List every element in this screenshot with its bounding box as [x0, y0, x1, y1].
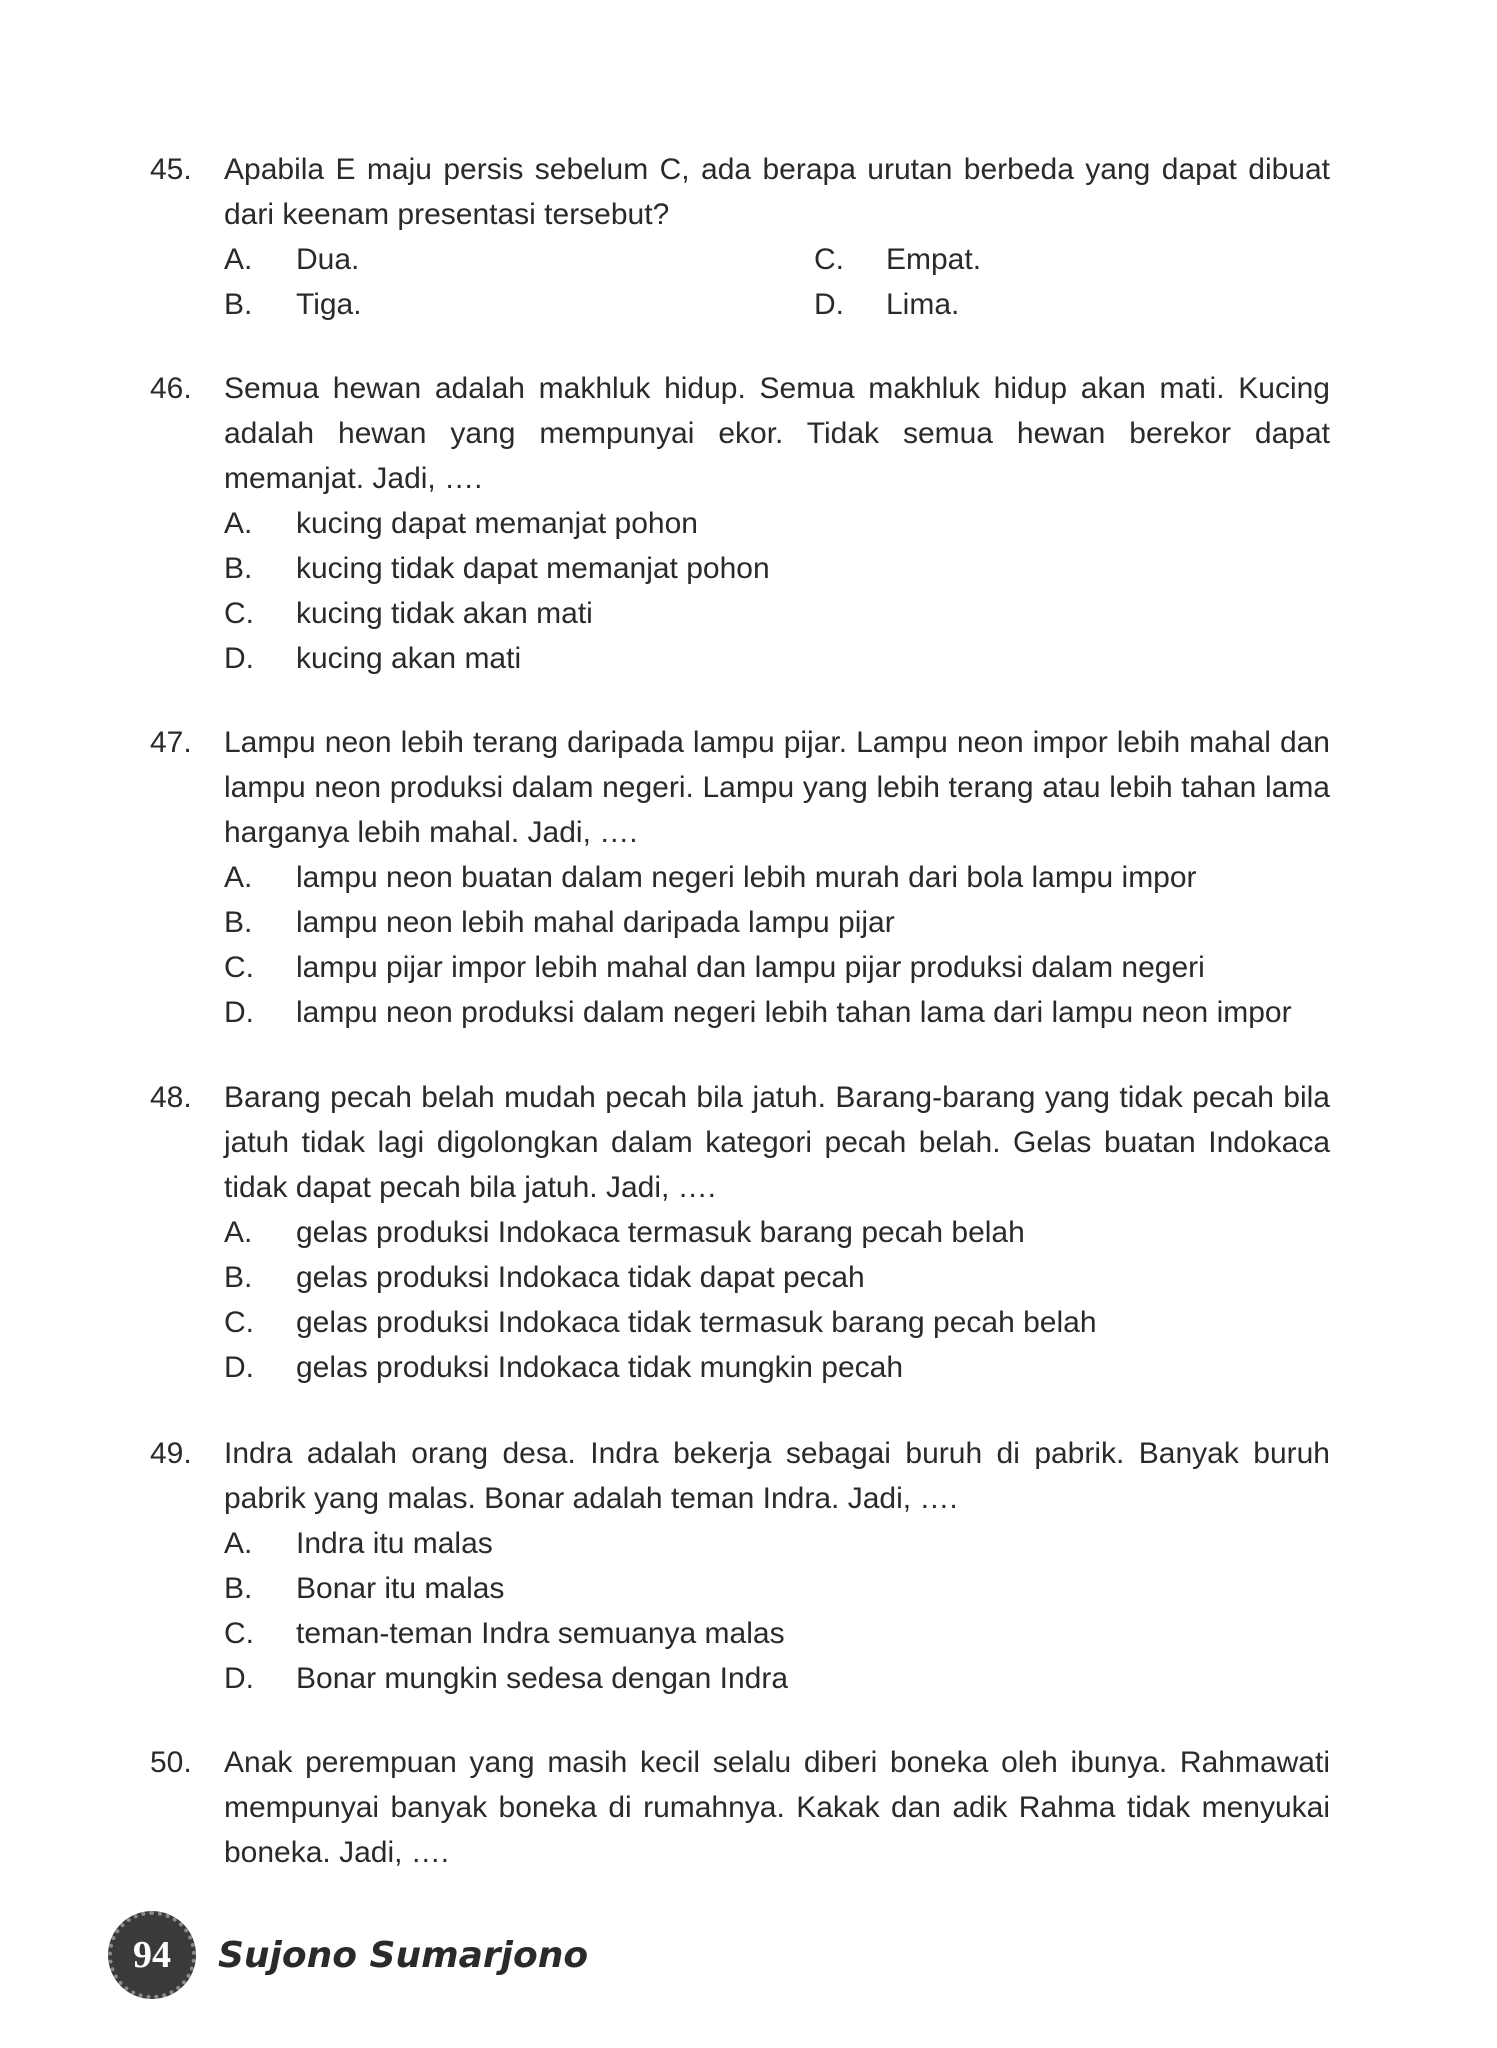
page-number-badge	[108, 1911, 196, 1999]
option-d: D. Bonar mungkin sedesa dengan Indra	[224, 1662, 789, 1695]
option-d: D. Lima.	[814, 288, 960, 321]
option-list	[224, 855, 1330, 1035]
option-a: A. kucing dapat memanjat pohon	[224, 507, 698, 540]
option-list	[224, 1210, 1330, 1390]
question-text: Semua hewan adalah makhluk hidup. Semua makhluk hidup akan mati. Kucing adalah hewan yang mempunyai ekor. Tidak semua hewan berekor dapat memanjat. Jadi, ….	[224, 372, 1330, 495]
question-50	[150, 1740, 1330, 1875]
question-number: 50.	[150, 1746, 192, 1779]
question-47	[150, 720, 1330, 1035]
option-a: A. Indra itu malas	[224, 1527, 493, 1560]
page-footer	[108, 1910, 588, 2000]
question-text: Anak perempuan yang masih kecil selalu diberi boneka oleh ibunya. Rahmawati mempunyai banyak boneka di rumahnya. Kakak dan adik Rahma tidak menyukai boneka. Jadi, ….	[224, 1746, 1330, 1869]
option-b: B. Tiga.	[224, 288, 362, 321]
question-49	[150, 1431, 1330, 1701]
option-c: C. teman-teman Indra semuanya malas	[224, 1617, 785, 1650]
question-number: 49.	[150, 1437, 192, 1470]
option-b: B. gelas produksi Indokaca tidak dapat pecah	[224, 1261, 865, 1294]
question-46	[150, 366, 1330, 681]
option-d: D. kucing akan mati	[224, 642, 522, 675]
option-d: D. gelas produksi Indokaca tidak mungkin pecah	[224, 1351, 904, 1384]
page-number: 94	[133, 1934, 171, 1976]
question-text: Lampu neon lebih terang daripada lampu pijar. Lampu neon impor lebih mahal dan lampu neon produksi dalam negeri. Lampu yang lebih terang atau lebih tahan lama harganya lebih mahal. Jadi, ….	[224, 726, 1330, 849]
option-list	[224, 501, 1330, 681]
option-list	[224, 1521, 1330, 1701]
option-c: C. Empat.	[814, 243, 982, 276]
option-c: C. lampu pijar impor lebih mahal dan lampu pijar produksi dalam negeri	[224, 951, 1205, 984]
option-c: C. kucing tidak akan mati	[224, 597, 593, 630]
author-name: Sujono Sumarjono	[218, 1934, 589, 1976]
option-c: C. gelas produksi Indokaca tidak termasuk barang pecah belah	[224, 1306, 1097, 1339]
option-b: B. Bonar itu malas	[224, 1572, 505, 1605]
question-number: 46.	[150, 372, 192, 405]
question-text: Apabila E maju persis sebelum C, ada berapa urutan berbeda yang dapat dibuat dari keenam presentasi tersebut?	[224, 153, 1330, 231]
option-a: A. lampu neon buatan dalam negeri lebih murah dari bola lampu impor	[224, 861, 1197, 894]
option-b: B. lampu neon lebih mahal daripada lampu pijar	[224, 906, 895, 939]
option-a: A. Dua.	[224, 243, 360, 276]
option-d: D. lampu neon produksi dalam negeri lebih tahan lama dari lampu neon impor	[224, 996, 1292, 1029]
question-text: Indra adalah orang desa. Indra bekerja sebagai buruh di pabrik. Banyak buruh pabrik yang malas. Bonar adalah teman Indra. Jadi, ….	[224, 1437, 1330, 1515]
question-number: 48.	[150, 1081, 192, 1114]
option-list	[224, 237, 1330, 327]
question-text: Barang pecah belah mudah pecah bila jatuh. Barang-barang yang tidak pecah bila jatuh tidak lagi digolongkan dalam kategori pecah belah. Gelas buatan Indokaca tidak dapat pecah bila jatuh. Jadi, ….	[224, 1081, 1330, 1204]
question-45	[150, 147, 1330, 327]
question-number: 45.	[150, 153, 192, 186]
question-number: 47.	[150, 726, 192, 759]
option-a: A. gelas produksi Indokaca termasuk barang pecah belah	[224, 1216, 1025, 1249]
option-b: B. kucing tidak dapat memanjat pohon	[224, 552, 770, 585]
question-48	[150, 1075, 1330, 1390]
